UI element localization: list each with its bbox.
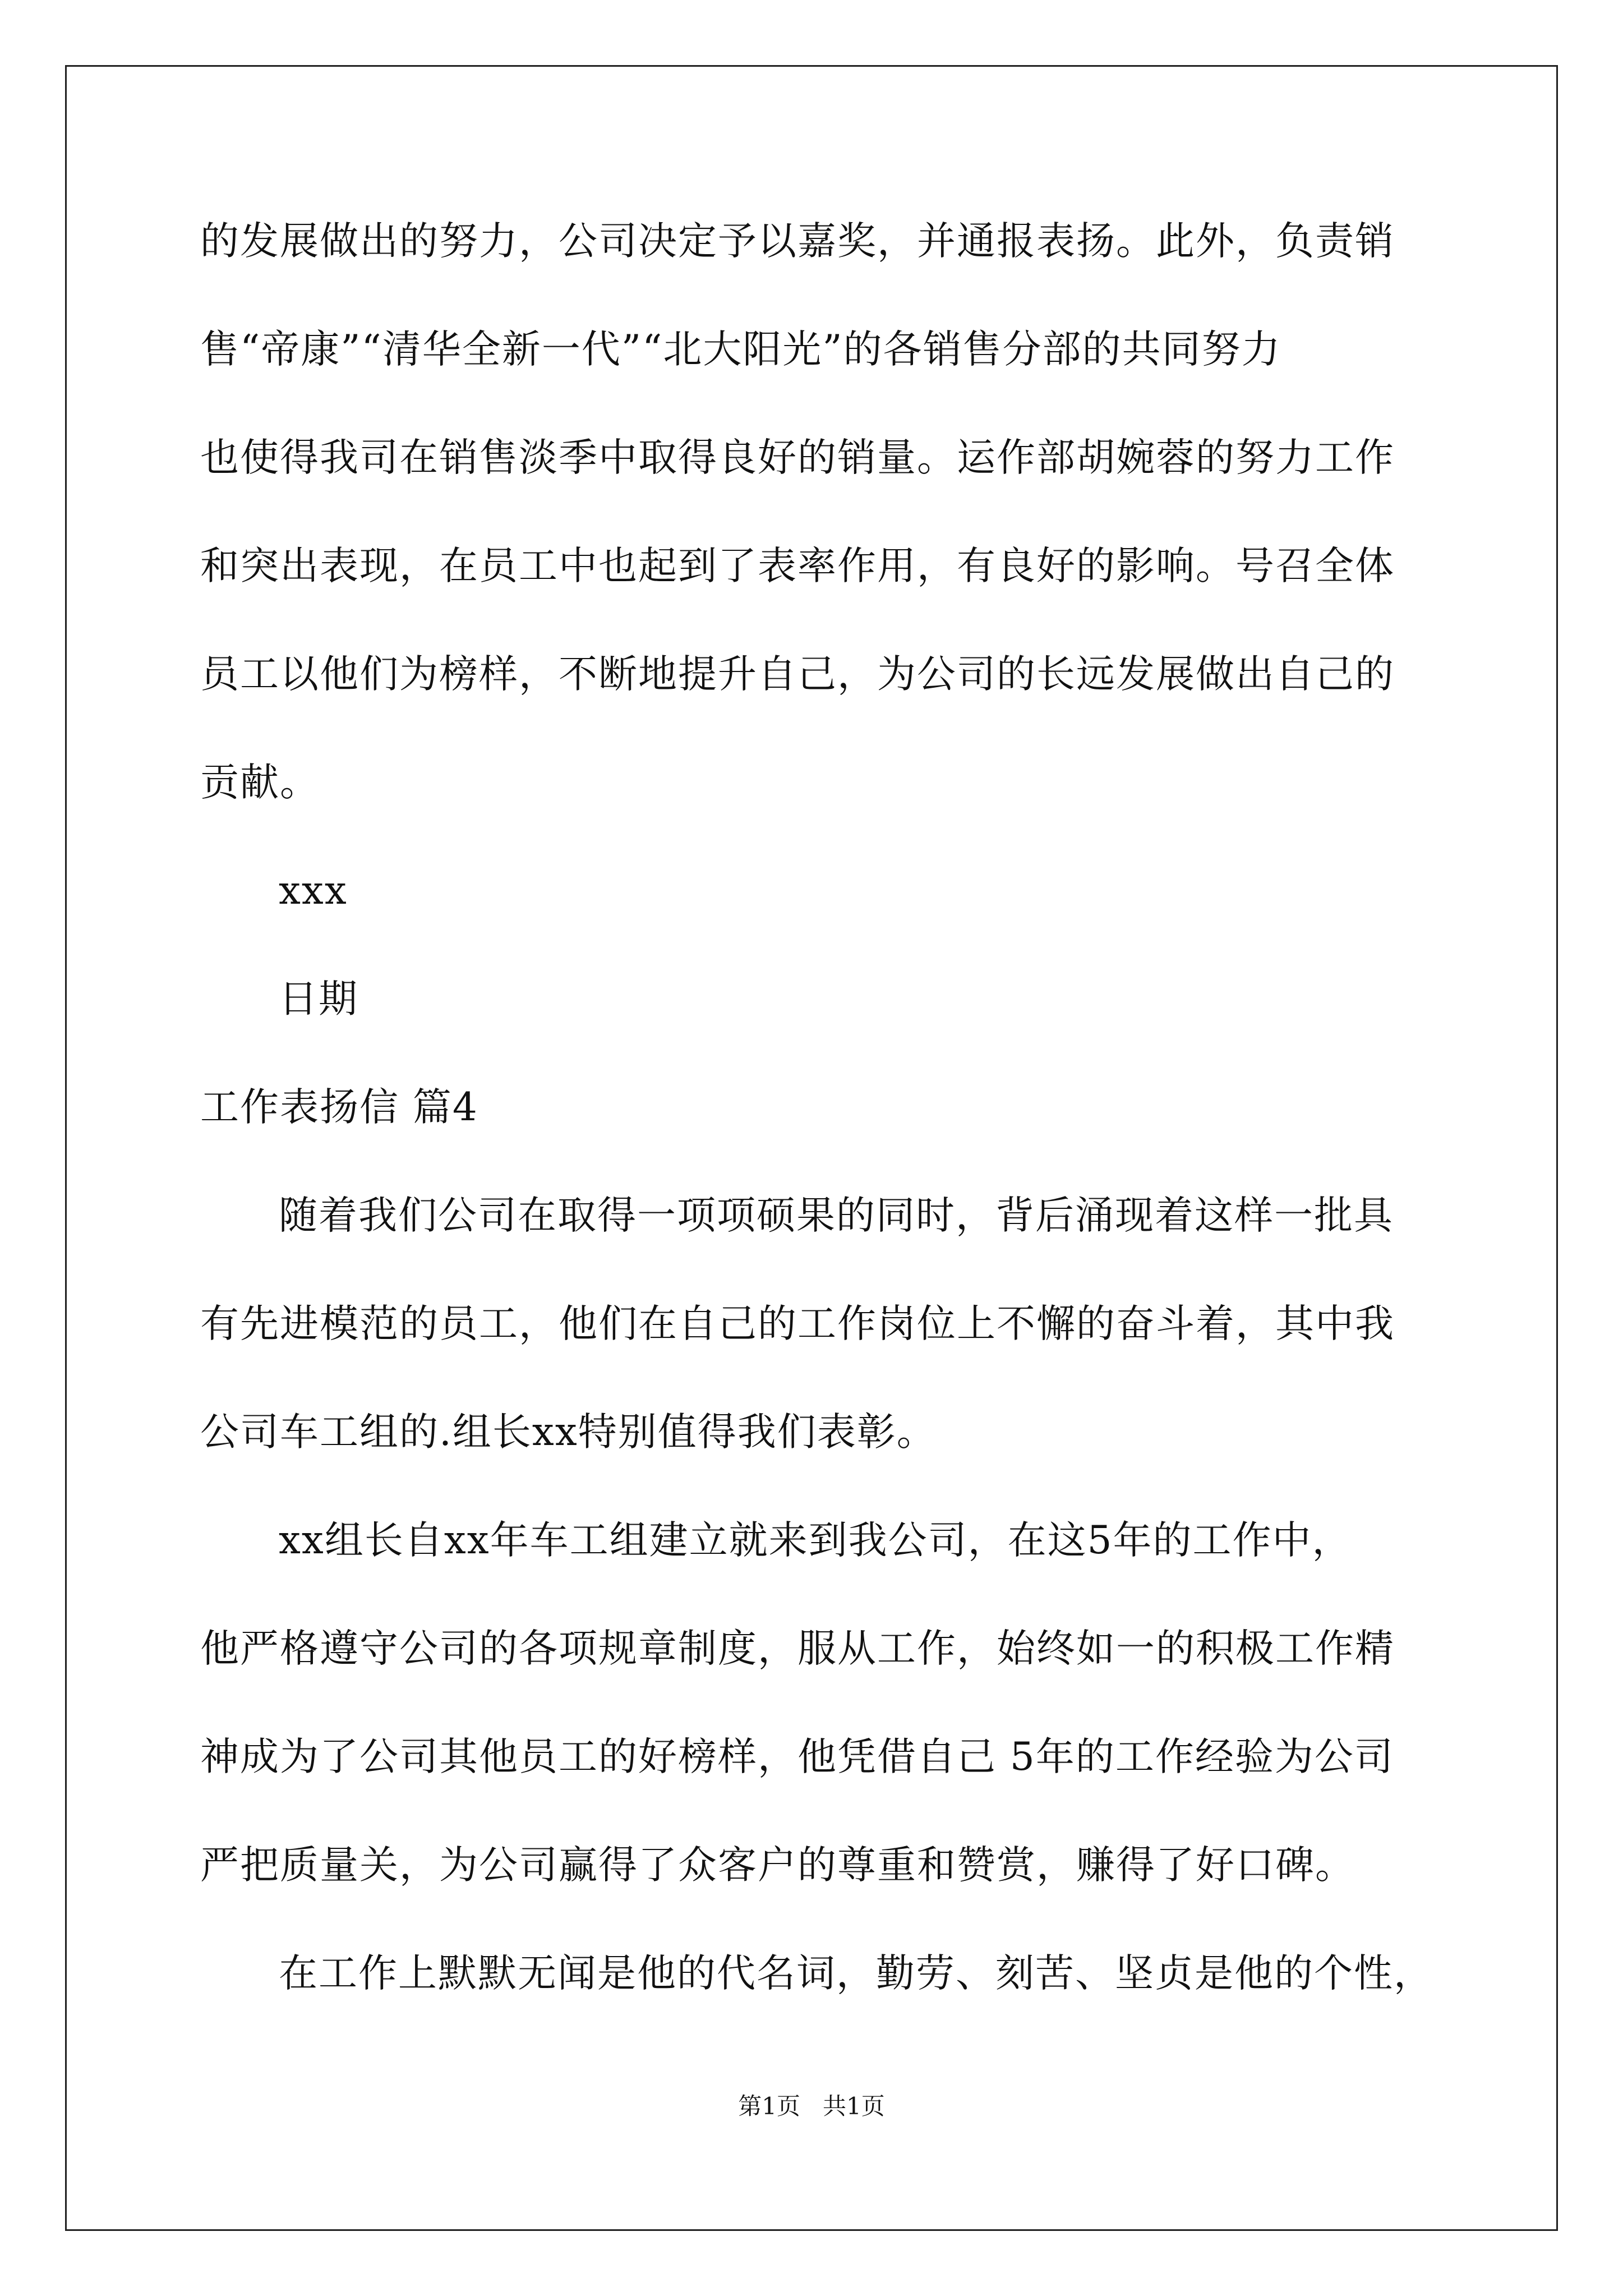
text-line: 神成为了公司其他员工的好榜样，他凭借自己 5年的工作经验为公司 xyxy=(200,1734,1394,1779)
text-line: 在工作上默默无闻是他的代名词，勤劳、刻苦、坚贞是他的个性， xyxy=(279,1951,1433,1996)
text-line: 的发展做出的努力，公司决定予以嘉奖，并通报表扬。此外，负责销 xyxy=(200,219,1395,264)
text-line: 严把质量关，为公司赢得了众客户的尊重和赞赏，赚得了好口碑。 xyxy=(200,1843,1355,1888)
document-body xyxy=(200,210,1433,2051)
text-line: 和突出表现，在员工中也起到了表率作用，有良好的影响。号召全体 xyxy=(200,544,1395,588)
signature-name: xxx xyxy=(279,868,348,913)
text-line: 他严格遵守公司的各项规章制度，服从工作，始终如一的积极工作精 xyxy=(200,1626,1395,1671)
text-line: xx组长自xx年车工组建立就来到我公司，在这5年的工作中， xyxy=(279,1518,1352,1563)
text-line: 公司车工组的.组长xx特别值得我们表彰。 xyxy=(200,1410,937,1455)
text-line: 随着我们公司在取得一项项硕果的同时，背后涌现着这样一批具 xyxy=(279,1193,1394,1238)
page-footer: 第1页 共1页 xyxy=(738,2092,885,2120)
text-line: 贡献。 xyxy=(200,760,320,805)
text-line: 员工以他们为榜样，不断地提升自己，为公司的长远发展做出自己的 xyxy=(200,652,1395,697)
text-line: 也使得我司在销售淡季中取得良好的销量。运作部胡婉蓉的努力工作 xyxy=(200,435,1395,480)
text-line: 售“帝康”“清华全新一代”“北大阳光”的各销售分部的共同努力 xyxy=(200,327,1281,372)
text-line: 有先进模范的员工，他们在自己的工作岗位上不懈的奋斗着，其中我 xyxy=(200,1301,1395,1346)
signature-date: 日期 xyxy=(279,977,358,1022)
section-heading: 工作表扬信 篇4 xyxy=(200,1085,478,1130)
